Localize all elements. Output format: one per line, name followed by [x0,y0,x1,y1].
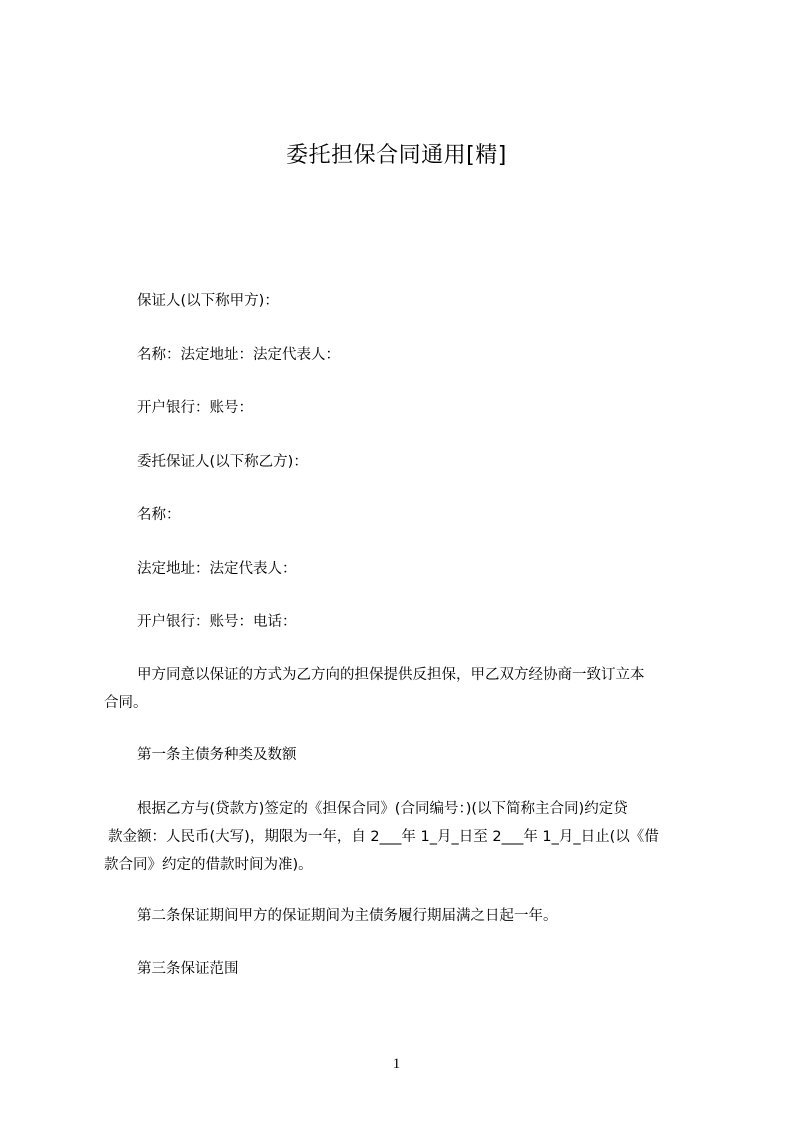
article-1-line-1: 根据乙方与(贷款方)签定的《担保合同》(合同编号：)(以下简称主合同)约定贷 [137,801,628,817]
document-title: 委托担保合同通用[精] [286,143,507,168]
entrusting-address-line: 法定地址：法定代表人： [137,561,297,577]
intro-line-2: 合同。 [104,695,148,711]
guarantor-name-address-line: 名称：法定地址：法定代表人： [137,347,340,363]
page-number: 1 [392,1056,401,1072]
guarantor-bank-line: 开户银行：账号： [137,400,253,416]
article-1-body [104,795,704,879]
entrusting-name-line: 名称： [137,507,181,523]
article-1-line-2: 款金额：人民币(大写)，期限为一年，自 2___年 1_月_日至 2___年 1_月_日止(以《借 [108,829,659,845]
article-3-heading: 第三条保证范围 [137,961,239,977]
article-2-paragraph: 第二条保证期间甲方的保证期间为主债务履行期届满之日起一年。 [137,908,558,924]
guarantor-party-line: 保证人(以下称甲方)： [137,293,279,309]
intro-line-1: 甲方同意以保证的方式为乙方向的担保提供反担保，甲乙双方经协商一致订立本 [137,667,645,683]
article-1-heading: 第一条主债务种类及数额 [137,747,297,763]
entrusting-party-line: 委托保证人(以下称乙方)： [137,454,308,470]
entrusting-bank-line: 开户银行：账号：电话： [137,614,297,630]
intro-paragraph [104,661,704,717]
article-1-line-3: 款合同》约定的借款时间为准)。 [104,857,313,873]
